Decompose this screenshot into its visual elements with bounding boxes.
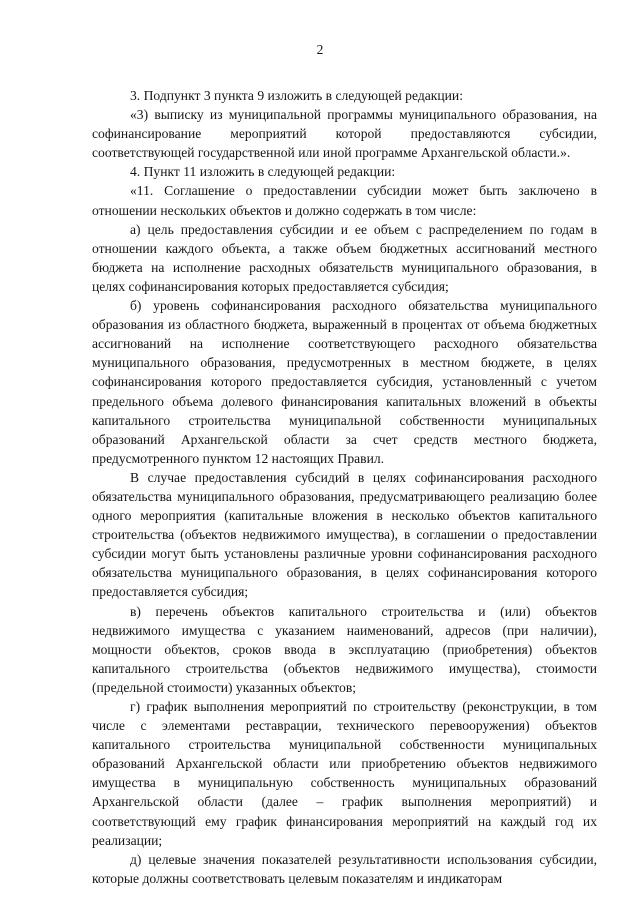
paragraph-subitem-3-text: «3) выписку из муниципальной программы муниципального образования, на софинансирование мероприятий которой предоставляются субсидии, соответствующей государственной или иной программе Архангельской области.». <box>92 107 597 161</box>
paragraph-subitem-b: б) уровень софинансирования расходного обязательства муниципального образования из областного бюджета, выраженный в процентах от объема бюджетных ассигнований на исполнение соответствующего расходного обязательства муниципального образования, предусмотренных в местном бюджете, в целях софинансирования которого предоставляется субсидия, установленный с учетом предельного объема долевого финансирования капитальных вложений в объекты капитального строительства муниципальной собственности муниципальных образований Архангельской области за счет средств местного бюджета, предусмотренного пунктом 12 настоящих Правил. <box>92 298 597 466</box>
document-body <box>92 86 597 888</box>
paragraph-item-4: 4. Пункт 11 изложить в следующей редакции: <box>130 164 396 180</box>
paragraph-subitem-d: д) целевые значения показателей результативности использования субсидии, которые должны соответствовать целевым показателям и индикаторам <box>92 851 597 886</box>
paragraph-subitem-g: г) график выполнения мероприятий по строительству (реконструкции, в том числе с элементами реставрации, технического перевооружения) объектов капитального строительства муниципальной собственности муниципальных образований Архангельской области или приобретению объектов недвижимого имущества в муниципальную собственность муниципальных образований Архангельской области (далее – график выполнения мероприятий) и соответствующий ему график финансирования мероприятий на каждый год их реализации; <box>92 699 597 848</box>
paragraph-item-3: 3. Подпункт 3 пункта 9 изложить в следующей редакции: <box>130 88 463 103</box>
paragraph-subitem-a: а) цель предоставления субсидии и ее объем с распределением по годам в отношении каждого объекта, а также объем бюджетных ассигнований местного бюджета на исполнение расходных обязательств муниципального образования, в целях софинансирования которых предоставляется субсидия; <box>92 221 597 294</box>
paragraph-item-11: «11. Соглашение о предоставлении субсидии может быть заключено в отношении нескольких объектов и должно содержать в том числе: <box>92 183 597 218</box>
paragraph-subitem-v: в) перечень объектов капитального строительства и (или) объектов недвижимого имущества с указанием наименований, адресов (при наличии), мощности объектов, сроков ввода в эксплуатацию (приобретения) объектов капитального строительства (объектов недвижимого имущества), стоимости (предельной стоимости) указанных объектов; <box>92 603 597 695</box>
paragraph-subsidy-case: В случае предоставления субсидий в целях софинансирования расходного обязательства муниципального образования, предусматривающего реализацию более одного мероприятия (капитальные вложения в несколько объектов капитального строительства (объектов недвижимого имущества), в соглашении о предоставлении субсидии могут быть установлены различные уровни софинансирования расходного обязательства муниципального образования, в целях софинансирования которого предоставляется субсидия; <box>92 469 597 600</box>
page-number: 2 <box>316 42 324 57</box>
